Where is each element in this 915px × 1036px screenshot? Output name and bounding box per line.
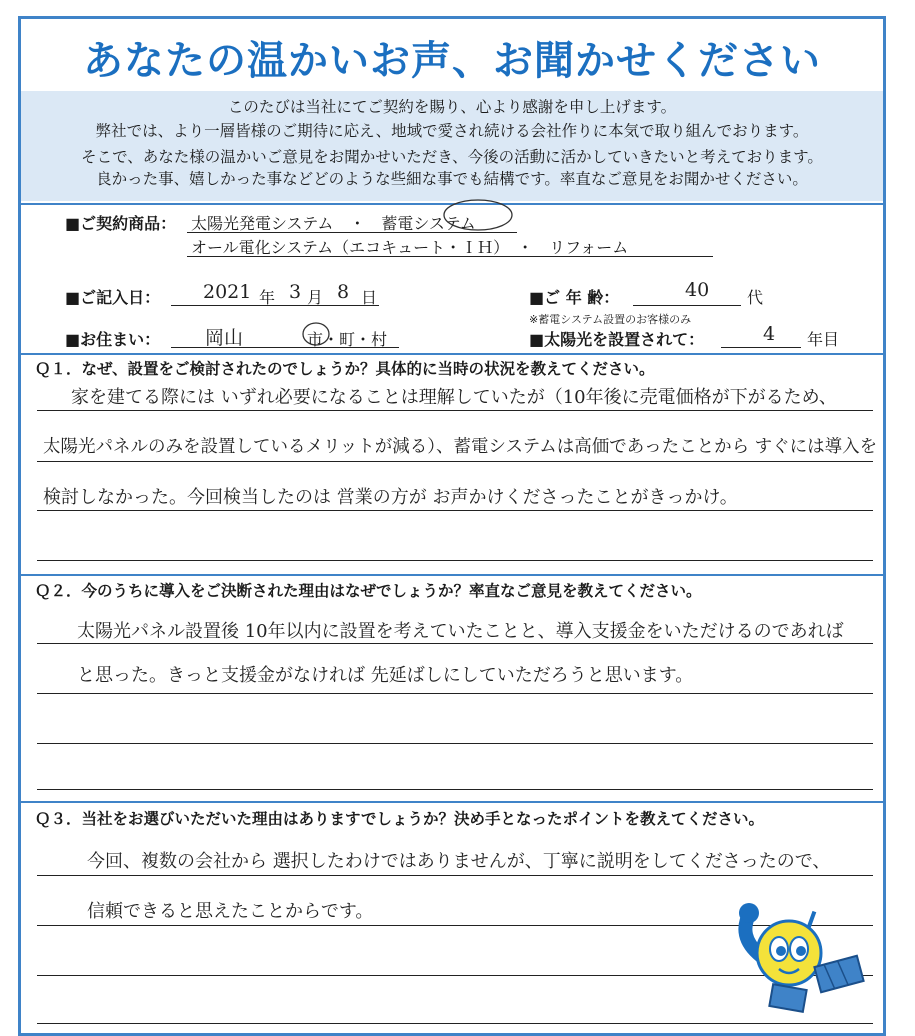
- intro-line: そこで、あなた様の温かいご意見をお聞かせいただき、今後の活動に活かしていきたいと考えております。: [81, 148, 823, 166]
- page-title: あなたの温かいお声、お聞かせください: [83, 38, 821, 84]
- answer-1-line-3: 検討しなかった。今回検当したのは 営業の方が お声かけくださったことがきっかけ。: [43, 487, 738, 508]
- date-label: ■ご記入日：: [65, 288, 161, 307]
- day-char: 日: [361, 288, 378, 307]
- solar-label: ■太陽光を設置されて：: [529, 330, 705, 349]
- month-char: 月: [307, 288, 324, 307]
- question-2: Ｑ２．今のうちに導入をご決断された理由はなぜでしょうか？率直なご意見を教えてください。: [35, 582, 702, 600]
- circle-mark: [441, 197, 515, 233]
- answer-1-line-2: 太陽光パネルのみを設置しているメリットが減る）、蓄電システムは高価であったことから すぐには導入を: [43, 437, 878, 457]
- answer-3-line-2: 信頼できると思えたことからです。: [87, 901, 374, 922]
- answer-2-line-1: 太陽光パネル設置後 10年以内に設置を考えていたことと、導入支援金をいただけるのであれば: [77, 621, 844, 642]
- info-section: [21, 203, 883, 355]
- intro-line: 弊社では、より一層皆様のご期待に応え、地域で愛され続ける会社作りに本気で取り組んでおります。: [95, 122, 809, 140]
- product-options-line1: 太陽光発電システム ・ 蓄電システム: [191, 214, 476, 233]
- storage-note: ※蓄電システム設置のお客様のみ: [529, 313, 692, 326]
- date-year: 2021: [203, 281, 252, 303]
- answer-2-line-2: と思った。きっと支援金がなければ 先延ばしにしていただろうと思います。: [77, 665, 694, 686]
- year-char: 年: [259, 288, 276, 307]
- mascot-icon: [731, 901, 871, 1021]
- survey-sheet: [18, 16, 886, 1036]
- question-3: Ｑ３．当社をお選びいただいた理由はありますでしょうか？決め手となったポイントを教えてください。: [35, 810, 764, 828]
- date-day: 8: [337, 281, 350, 303]
- solar-suffix: 年目: [807, 330, 840, 349]
- intro-box: [21, 91, 883, 201]
- solar-years: 4: [763, 323, 776, 345]
- date-month: 3: [289, 281, 302, 303]
- answer-3-line-1: 今回、複数の会社から 選択したわけではありませんが、丁寧に説明をしてくださったので、: [87, 851, 831, 872]
- intro-line: このたびは当社にてご契約を賜り、心より感謝を申し上げます。: [227, 98, 677, 116]
- address-label: ■お住まい：: [65, 330, 161, 349]
- age-suffix: 代: [747, 288, 764, 307]
- age-label: ■ご 年 齢：: [529, 288, 620, 307]
- question-1: Ｑ１．なぜ、設置をご検討されたのでしょうか？具体的に当時の状況を教えてください。: [35, 360, 655, 378]
- age-value: 40: [685, 279, 710, 301]
- intro-line: 良かった事、嬉しかった事などどのような些細な事でも結構です。率直なご意見をお聞かせください。: [96, 170, 808, 188]
- address-type: 市・町・村: [307, 330, 388, 349]
- answer-1-line-1: 家を建てる際には いずれ必要になることは理解していたが（10年後に売電価格が下がるため、: [71, 387, 837, 408]
- address-value: 岡山: [205, 327, 244, 349]
- product-label: ■ご契約商品：: [65, 214, 177, 233]
- product-options-line2: オール電化システム（エコキュート・ＩＨ） ・ リフォーム: [191, 238, 629, 257]
